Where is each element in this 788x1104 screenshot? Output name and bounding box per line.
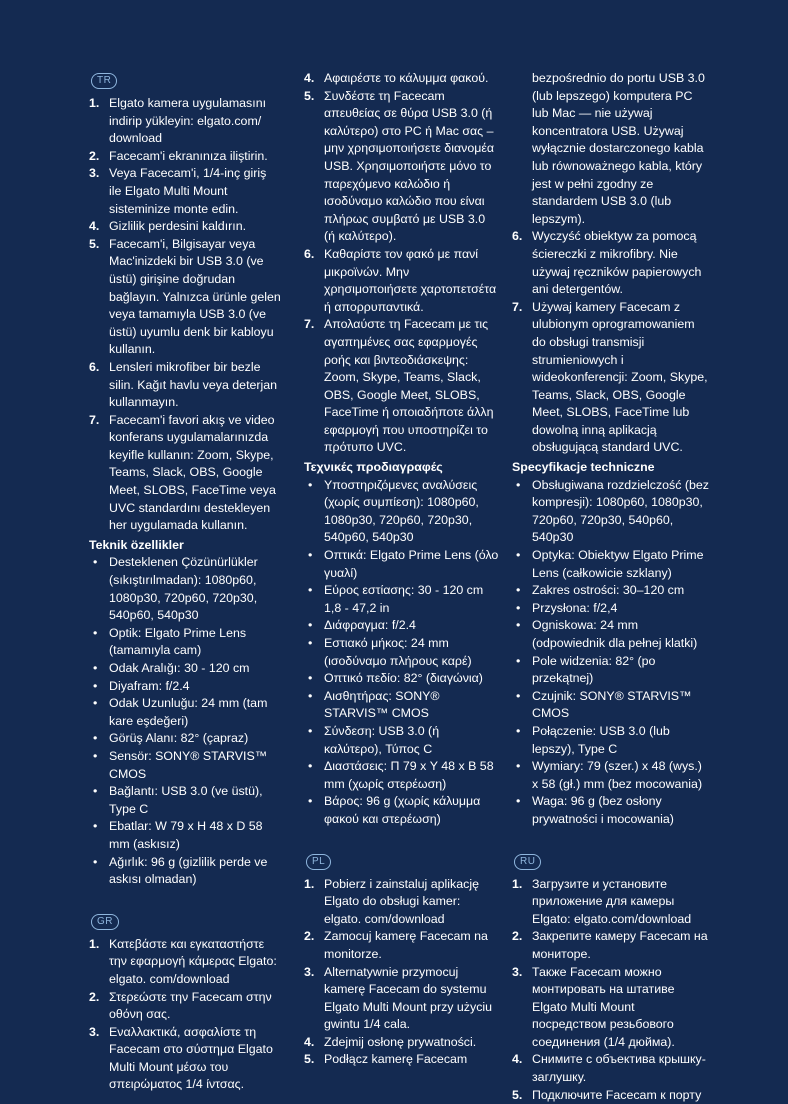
step: 5. Подключите Facecam к порту	[512, 1087, 702, 1102]
step: 3. Alternatywnie przymocuj kamerę Facecam do systemu Elgato Multi Mount przy użyciu gwintu 1/4 cala.	[304, 964, 493, 1032]
spec-item: • Przysłona: f/2,4	[516, 600, 618, 615]
spec-item: • Diyafram: f/2.4	[93, 678, 190, 693]
column-3	[512, 70, 710, 1104]
step: 7. Facecam'i favori akış ve video konferans uygulamalarınızda keyifle kullanın: Zoom, Skype, Teams, Slack, OBS, Google Meet, SLOBS, FaceTime veya UVC standardını destekleyen her uygulamada kullanın.	[89, 412, 276, 533]
spec-item: • Desteklenen Çözünürlükler (sıkıştırılmadan): 1080p60, 1080p30, 720p60, 720p30, 540p60, 540p30	[93, 555, 258, 623]
spec-item: • Διαστάσεις: Π 79 x Υ 48 x Β 58 mm (χωρίς στερέωση)	[308, 759, 494, 791]
step: 3. Εναλλακτικά, ασφαλίστε τη Facecam στο σύστημα Elgato Multi Mount μέσω του σπειρώματος 1/4 ίντσας.	[89, 1024, 273, 1092]
column-1	[89, 70, 281, 1094]
spec-item: • Εστιακό μήκος: 24 mm (ισοδύναμο πλήρους καρέ)	[308, 636, 472, 668]
spec-item: • Pole widzenia: 82° (po przekątnej)	[516, 653, 656, 686]
step: 4. Снимите с объектива крышку-заглушку.	[512, 1052, 706, 1085]
step: 5. Podłącz kamerę Facecam	[304, 1052, 468, 1067]
step: 2. Закрепите камеру Facecam на мониторе.	[512, 929, 708, 961]
section-ru	[512, 851, 710, 1104]
spec-item: • Οπτικά: Elgato Prime Lens (όλο γυαλί)	[308, 548, 499, 580]
setup-steps-pl-continued	[512, 228, 710, 457]
spec-item: • Połączenie: USB 3.0 (lub lepszy), Type C	[516, 723, 670, 756]
spec-item: • Οπτικό πεδίο: 82° (διαγώνια)	[308, 671, 483, 686]
language-badge-ru: RU	[514, 854, 541, 870]
spec-item: • Sensör: SONY® STARVIS™ CMOS	[93, 748, 268, 781]
language-badge-gr: GR	[91, 914, 119, 930]
spec-item: • Optik: Elgato Prime Lens (tamamıyla cam)	[93, 625, 247, 658]
spec-heading-pl: Specyfikacje techniczne	[512, 460, 655, 475]
step: 5. Facecam'i, Bilgisayar veya Mac'inizdeki bir USB 3.0 (ve üstü) girişine doğrudan bağlayın. Yalnızca ürünle gelen veya tamamıyla USB 3.0 (ve üstü) uyumlu denk bir kabloyu kullanın.	[89, 236, 281, 357]
step: 3. Также Facecam можно монтировать на штативе Elgato Multi Mount посредством резьбового соединения (1/4 дюйма).	[512, 964, 675, 1049]
spec-item: • Czujnik: SONY® STARVIS™ CMOS	[516, 688, 692, 721]
spec-item: • Διάφραγμα: f/2.4	[308, 618, 416, 633]
column-2	[304, 70, 499, 1069]
setup-steps-pl	[304, 876, 499, 1070]
setup-steps-gr-continued	[304, 70, 499, 457]
spec-item: • Υποστηριζόμενες αναλύσεις (χωρίς συμπίεση): 1080p60, 1080p30, 720p60, 720p30, 540p60, 540p30	[308, 477, 479, 545]
spec-item: • Obsługiwana rozdzielczość (bez kompresji): 1080p60, 1080p30, 720p60, 720p30, 540p60, 540p30	[516, 477, 709, 545]
step: 1. Elgato kamera uygulamasını indirip yükleyin: elgato.com/ download	[89, 96, 267, 146]
step: 6. Lensleri mikrofiber bir bezle silin. Kağıt havlu veya deterjan kullanmayın.	[89, 359, 278, 410]
step: 6. Wyczyść obiektyw za pomocą ściereczki z mikrofibry. Nie używaj ręczników papierowych ani detergentów.	[512, 229, 702, 297]
step: 7. Używaj kamery Facecam z ulubionym oprogramowaniem do obsługi transmisji strumieniowych i wideokonferencji: Zoom, Skype, Teams, Slack, OBS, Google Meet, SLOBS, FaceTime lub dowolną inną aplikacją obsługującą standard UVC.	[512, 299, 708, 455]
section-tr	[89, 70, 281, 889]
step: 3. Veya Facecam'i, 1/4-inç giriş ile Elgato Multi Mount sisteminize monte edin.	[89, 166, 267, 216]
spec-item: • Ebatlar: W 79 x H 48 x D 58 mm (askısız)	[93, 819, 263, 851]
spec-item: • Σύνδεση: USB 3.0 (ή καλύτερο), Τύπος C	[308, 723, 440, 756]
step: 4. Αφαιρέστε το κάλυμμα φακού.	[304, 71, 489, 85]
spec-item: • Görüş Alanı: 82° (çapraz)	[93, 731, 249, 746]
section-pl-continued	[512, 70, 710, 829]
spec-heading-gr: Τεχνικές προδιαγραφές	[304, 460, 443, 475]
step: 4. Zdejmij osłonę prywatności.	[304, 1034, 477, 1049]
spec-item: • Εύρος εστίασης: 30 - 120 cm 1,8 - 47,2 in	[308, 583, 484, 615]
spec-item: • Αισθητήρας: SONY® STARVIS™ CMOS	[308, 688, 440, 721]
spec-heading-tr: Teknik özellikler	[89, 537, 184, 552]
spec-list-pl	[512, 477, 710, 829]
spec-list-tr	[89, 554, 281, 888]
step: 1. Загрузите и установите приложение для камеры Elgato: elgato.com/download	[512, 876, 692, 926]
step: 6. Καθαρίστε τον φακό με πανί μικροϊνών. Μην χρησιμοποιήσετε χαρτοπετσέτα ή απορρυπαντικά.	[304, 246, 497, 314]
setup-steps-tr	[89, 95, 281, 535]
step: 7. Απολαύστε τη Facecam με τις αγαπημένες σας εφαρμογές ροής και βιντεοδιάσκεψης: Zoom, Skype, Teams, Slack, OBS, Google Meet, SLOBS, FaceTime ή οποιαδήποτε άλλη εφαρμογή που υποστηρίζει το πρότυπο UVC.	[304, 317, 494, 455]
setup-steps-gr	[89, 936, 281, 1094]
section-gr	[89, 911, 281, 1094]
spec-item: • Bağlantı: USB 3.0 (ve üstü), Type C	[93, 784, 263, 816]
spec-item: • Odak Aralığı: 30 - 120 cm	[93, 661, 250, 675]
spec-item: • Ogniskowa: 24 mm (odpowiednik dla pełnej klatki)	[516, 618, 698, 650]
step-5-continuation-pl: bezpośrednio do portu USB 3.0 (lub lepszego) komputera PC lub Mac — nie używaj koncentratora USB. Używaj wyłącznie dostarczonego kabla lub równoważnego kabla, który jest w pełni zgodny ze standardem USB 3.0 (lub lepszym).	[532, 71, 705, 226]
spec-list-gr	[304, 477, 499, 829]
step: 2. Facecam'i ekranınıza iliştirin.	[89, 148, 268, 163]
spec-item: • Optyka: Obiektyw Elgato Prime Lens (całkowicie szklany)	[516, 548, 704, 580]
section-gr-continued	[304, 70, 499, 829]
spec-item: • Βάρος: 96 g (χωρίς κάλυμμα φακού και στερέωση)	[308, 794, 481, 826]
step: 1. Κατεβάστε και εγκαταστήστε την εφαρμογή κάμερας Elgato: elgato. com/download	[89, 936, 277, 986]
language-badge-tr: TR	[91, 73, 117, 89]
spec-item: • Wymiary: 79 (szer.) x 48 (wys.) x 58 (gł.) mm (bez mocowania)	[516, 759, 703, 791]
step: 2. Zamocuj kamerę Facecam na monitorze.	[304, 929, 488, 961]
spec-item: • Ağırlık: 96 g (gizlilik perde ve askısı olmadan)	[93, 854, 268, 887]
spec-item: • Zakres ostrości: 30–120 cm	[516, 583, 685, 598]
spec-item: • Waga: 96 g (bez osłony prywatności i mocowania)	[516, 794, 674, 826]
section-pl	[304, 851, 499, 1070]
step: 1. Pobierz i zainstaluj aplikację Elgato do obsługi kamer: elgato. com/download	[304, 876, 479, 926]
spec-item: • Odak Uzunluğu: 24 mm (tam kare eşdeğeri)	[93, 696, 268, 728]
step: 2. Στερεώστε την Facecam στην οθόνη σας.	[89, 989, 272, 1022]
step: 4. Gizlilik perdesini kaldırın.	[89, 219, 247, 234]
step: 5. Συνδέστε τη Facecam απευθείας σε θύρα USB 3.0 (ή καλύτερο) στο PC ή Mac σας – μην χρησιμοποιήσετε διανομέα USB. Χρησιμοποιήστε μόνο το παρεχόμενο καλώδιο ή ισοδύναμο καλώδιο που είναι πλήρως συμβατό με USB 3.0 (ή καλύτερο).	[304, 88, 495, 244]
setup-steps-ru	[512, 876, 710, 1104]
language-badge-pl: PL	[306, 854, 331, 870]
